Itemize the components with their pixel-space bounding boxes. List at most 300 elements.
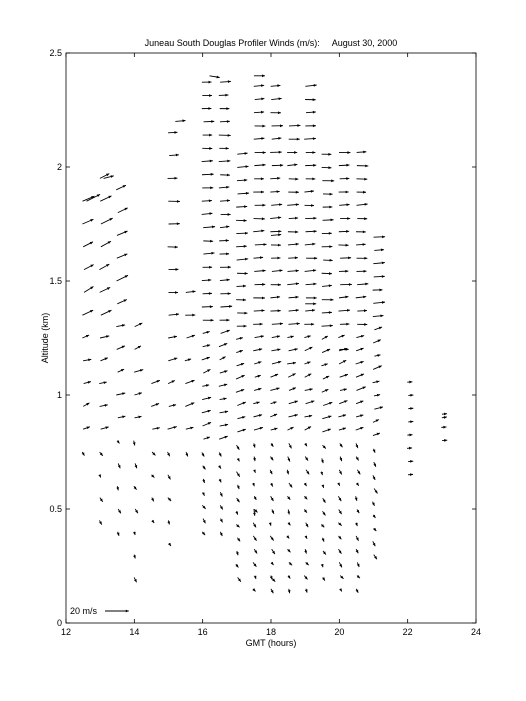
wind-vector [270,230,281,233]
wind-vector [356,296,366,299]
wind-vector [133,532,136,535]
wind-vector [220,397,227,400]
wind-vector [219,186,229,189]
wind-vector [237,179,247,182]
wind-vector [168,200,180,203]
wind-vector [203,369,210,373]
wind-vector [339,151,350,154]
wind-vector [255,283,266,286]
wind-vector [271,374,279,377]
wind-vector [270,414,277,417]
wind-vector [272,361,281,364]
wind-vector [236,350,242,353]
wind-vector [270,151,282,154]
wind-vector [287,575,290,578]
wind-vector [373,366,382,370]
wind-vector [116,486,119,490]
wind-vector [254,414,263,417]
wind-vector [373,528,376,531]
wind-vector [339,270,348,273]
wind-vector [306,523,309,527]
wind-vector [202,305,213,308]
wind-vector [322,311,332,314]
wind-vector [322,245,333,248]
wind-vector [82,219,93,224]
wind-vector [338,414,346,417]
wind-vector [323,376,329,379]
wind-vector [441,426,446,429]
wind-vector [169,268,179,271]
wind-vector [337,482,340,485]
wind-vector [289,178,299,181]
wind-vector [373,515,376,518]
wind-vector [289,124,300,127]
wind-vector [304,362,310,365]
wind-vector [357,309,367,312]
wind-vector [271,348,280,351]
wind-vector [238,192,249,195]
wind-vector [270,483,273,487]
wind-vector [288,269,299,272]
wind-vector [135,463,138,468]
wind-vector [305,347,313,351]
wind-vector [408,407,413,410]
wind-vector [356,387,365,391]
x-tick-label: 12 [60,627,72,637]
wind-vector [220,410,229,413]
wind-vector [287,203,299,206]
wind-vector [118,415,126,418]
wind-vector [288,256,298,259]
wind-vector [253,562,256,566]
wind-vector [356,589,359,593]
wind-vector [289,217,298,220]
wind-vector [220,225,229,228]
wind-vector [220,252,230,255]
wind-vector [374,488,377,493]
wind-vector [340,443,343,447]
wind-vector [271,562,274,565]
wind-vector [118,369,124,372]
wind-vector [169,404,176,407]
wind-vector [321,458,324,463]
wind-vector [219,452,222,456]
wind-vector [373,314,384,317]
wind-vector [373,301,385,304]
wind-vector [117,275,128,281]
wind-vector [101,241,111,247]
wind-vector [339,191,349,194]
wind-vector [219,147,228,150]
wind-vector [202,492,205,496]
wind-vector [322,336,328,339]
wind-vector [100,358,107,361]
wind-vector [270,111,281,114]
wind-vector [82,310,93,315]
wind-vector [304,549,307,553]
wind-vector [306,178,316,181]
wind-vector [305,98,316,101]
wind-vector [220,292,230,295]
wind-vector [304,483,307,486]
x-tick-label: 20 [334,627,345,637]
wind-vector [203,466,206,470]
wind-vector [117,299,127,303]
wind-vector [203,319,214,322]
wind-vector [356,335,364,338]
wind-vector [135,416,142,419]
wind-vector [286,470,289,475]
wind-vector [253,469,256,472]
wind-vector [168,291,178,294]
wind-vector [304,576,307,580]
wind-vector [306,111,316,114]
wind-vector [254,164,265,167]
wind-vector [202,107,212,110]
wind-vector [357,283,368,286]
wind-vector [254,309,265,312]
wind-vector [220,319,230,322]
wind-vector [151,498,154,502]
wind-vector [202,173,214,176]
wind-vector [185,380,194,384]
wind-vector [118,509,121,513]
wind-vector [357,191,366,194]
wind-vector [255,125,266,128]
wind-vector [167,520,170,524]
wind-vector-sample [271,577,275,581]
wind-vector [151,403,159,406]
wind-vector [374,327,382,330]
wind-vector [237,258,248,261]
wind-vector [270,387,279,390]
wind-vector [235,511,238,514]
wind-vector [100,452,103,456]
wind-vector [116,392,125,395]
wind-vector [338,536,341,539]
wind-vector [272,124,283,127]
wind-vector [287,427,293,430]
wind-vector [99,520,102,524]
wind-vector [219,343,227,346]
wind-vector [340,217,350,220]
wind-vector [220,357,226,360]
wind-vector [236,205,247,208]
wind-vector [322,429,330,432]
wind-vector [272,335,280,338]
wind-vector [220,424,228,427]
wind-vector [203,134,212,137]
wind-vector [322,324,333,327]
wind-vector [237,429,245,432]
chart-title: Juneau South Douglas Profiler Winds (m/s): August 30, 2000 [144,38,398,48]
wind-vector [220,519,223,523]
wind-vector [357,575,360,578]
wind-vector [82,452,85,456]
wind-vector [356,178,367,181]
wind-vector [117,231,128,236]
wind-vector [339,428,346,431]
wind-vector [135,323,143,327]
wind-vector [340,256,351,259]
wind-vector [101,426,109,429]
wind-vector [272,269,283,272]
x-tick-label: 16 [197,627,208,637]
wind-vector [168,380,175,383]
wind-vector [373,340,381,343]
wind-vector [236,299,246,302]
wind-vector [202,160,213,163]
wind-vector [374,406,383,409]
wind-vector [100,196,111,201]
x-tick-label: 14 [129,627,140,637]
wind-vector [203,266,213,269]
wind-vector [305,124,316,127]
wind-vector [118,208,128,213]
wind-vector [306,562,309,565]
wind-vector [270,296,280,299]
wind-vector [339,400,347,403]
wind-vector [203,344,211,347]
wind-vector [202,199,212,202]
wind-vector [186,290,196,293]
wind-vector [340,177,350,180]
wind-vector-sample [175,119,185,122]
wind-vector [305,204,315,207]
wind-vector [374,248,384,251]
wind-vector [202,94,212,97]
wind-vector [304,535,307,538]
wind-vector [304,509,307,512]
wind-vector [169,313,179,316]
wind-vector [202,397,211,400]
wind-vector [84,265,94,270]
wind-vector [289,401,298,404]
wind-vector [305,457,308,461]
wind-vector [270,216,281,219]
wind-vector [168,177,178,180]
wind-vector [255,243,267,246]
wind-vector [270,309,280,312]
wind-vector [339,203,349,206]
wind-vector [83,426,90,429]
wind-vector [135,346,141,350]
wind-vector [221,213,231,216]
wind-vector [356,414,363,417]
wind-vector [339,457,342,462]
wind-vector [220,305,232,308]
wind-vector [252,483,255,486]
x-tick-label: 22 [402,627,413,637]
wind-vector [270,190,279,193]
wind-vector [255,97,265,100]
wind-vector [340,374,348,377]
wind-vector [220,505,223,509]
wind-vector [323,511,326,515]
wind-vector [321,524,324,527]
wind-vector [253,443,256,447]
wind-vector [221,330,230,334]
wind-vector [339,360,346,364]
wind-vector [236,285,246,288]
wind-vector [442,413,447,416]
wind-vector [357,323,367,326]
wind-vector [339,562,342,567]
wind-vector [304,137,316,140]
wind-vector [83,358,91,361]
wind-vector [338,523,341,526]
x-axis-title: GMT (hours) [245,638,297,648]
y-tick-label: 2 [56,162,62,172]
wind-vector [288,322,299,325]
wind-vector [254,496,257,500]
wind-vector [100,404,108,407]
wind-vector [287,496,290,499]
wind-vector [203,225,215,228]
wind-vector [237,402,246,406]
wind-vector [151,474,154,477]
wind-vector [271,428,278,431]
wind-vector [287,457,290,462]
wind-vector [272,137,282,140]
wind-vector [185,314,195,317]
wind-vector [272,322,283,325]
wind-vector [271,257,280,260]
wind-vector [306,257,317,260]
wind-vector [255,335,264,338]
wind-vector [270,177,280,180]
wind-vector [254,549,257,553]
wind-vector [254,427,263,430]
wind-vector [338,335,344,338]
wind-vector [356,549,359,553]
wind-vector [168,475,171,480]
wind-vector [118,463,121,468]
wind-vector [271,283,281,286]
wind-vector [152,427,159,430]
wind-vector [237,498,240,502]
wind-vector [289,414,298,417]
wind-vector [355,523,358,526]
wind-vector [254,509,257,512]
wind-vector [304,335,310,338]
wind-vector [202,532,205,535]
wind-vector [374,555,377,560]
wind-vector [236,232,248,235]
wind-vector [407,381,412,384]
wind-vector [99,381,106,384]
wind-vector [372,502,375,506]
wind-vector [186,427,194,430]
wind-vector [305,388,313,391]
wind-vector [373,462,376,467]
wind-vector [306,470,309,475]
wind-vector [202,505,205,509]
wind-vector [255,151,266,154]
wind-vector [168,543,171,546]
wind-vector [374,235,386,238]
wind-vector [236,219,247,222]
reference-vector [70,606,129,616]
wind-vector [323,551,326,555]
wind-vector [271,97,281,100]
wind-vector [321,363,327,366]
wind-vector [306,230,317,233]
wind-vector [322,179,334,182]
wind-vector [323,219,334,222]
wind-vector [286,535,289,538]
wind-vector [323,259,332,262]
wind-vector [84,287,93,293]
wind-vector [408,394,413,397]
wind-vector [169,222,180,225]
wind-vector [340,576,343,579]
wind-vector [270,443,273,446]
wind-vector [220,174,230,177]
wind-vector [271,589,274,593]
wind-vector [320,472,323,475]
wind-vector [220,120,230,123]
wind-vector [254,217,265,220]
y-tick-label: 1 [56,390,62,400]
wind-vector [322,298,334,301]
x-axis-ticks [61,53,481,637]
wind-vector [168,358,177,361]
wind-vector [237,312,247,315]
wind-vector [202,81,212,84]
wind-vector [236,389,244,392]
wind-vector [151,520,154,523]
wind-vector [100,498,103,502]
wind-vector [338,244,348,247]
wind-vector-sample [254,74,265,77]
wind-vector [254,388,261,391]
wind-vector [305,243,316,246]
wind-vector [322,416,331,419]
wind-vector [185,403,194,407]
wind-vector [220,532,223,536]
wind-vector [219,479,222,483]
wind-vector [356,427,364,430]
wind-vector [340,283,352,286]
wind-vector [253,523,256,528]
wind-vector [272,549,275,554]
wind-vector [152,452,155,455]
wind-vector [339,309,351,312]
y-axis-title: Altitude (km) [40,312,50,364]
wind-vector [287,335,293,338]
wind-vector [289,296,299,299]
wind-vector [252,588,255,591]
wind-vector [168,335,177,338]
wind-vector [272,164,283,167]
wind-vector [356,401,363,404]
wind-vector [237,485,240,489]
wind-vector [323,206,333,209]
wind-vector [356,348,363,351]
wind-vector [220,266,231,269]
wind-vector [134,486,137,489]
wind-vector [355,443,358,448]
wind-vector [133,555,136,559]
wind-vector [253,536,256,541]
wind-vector [305,84,316,87]
wind-vector [253,191,264,194]
wind-vector [134,577,137,582]
wind-vector [289,348,298,351]
wind-vector [357,562,360,567]
wind-vector [356,270,366,273]
